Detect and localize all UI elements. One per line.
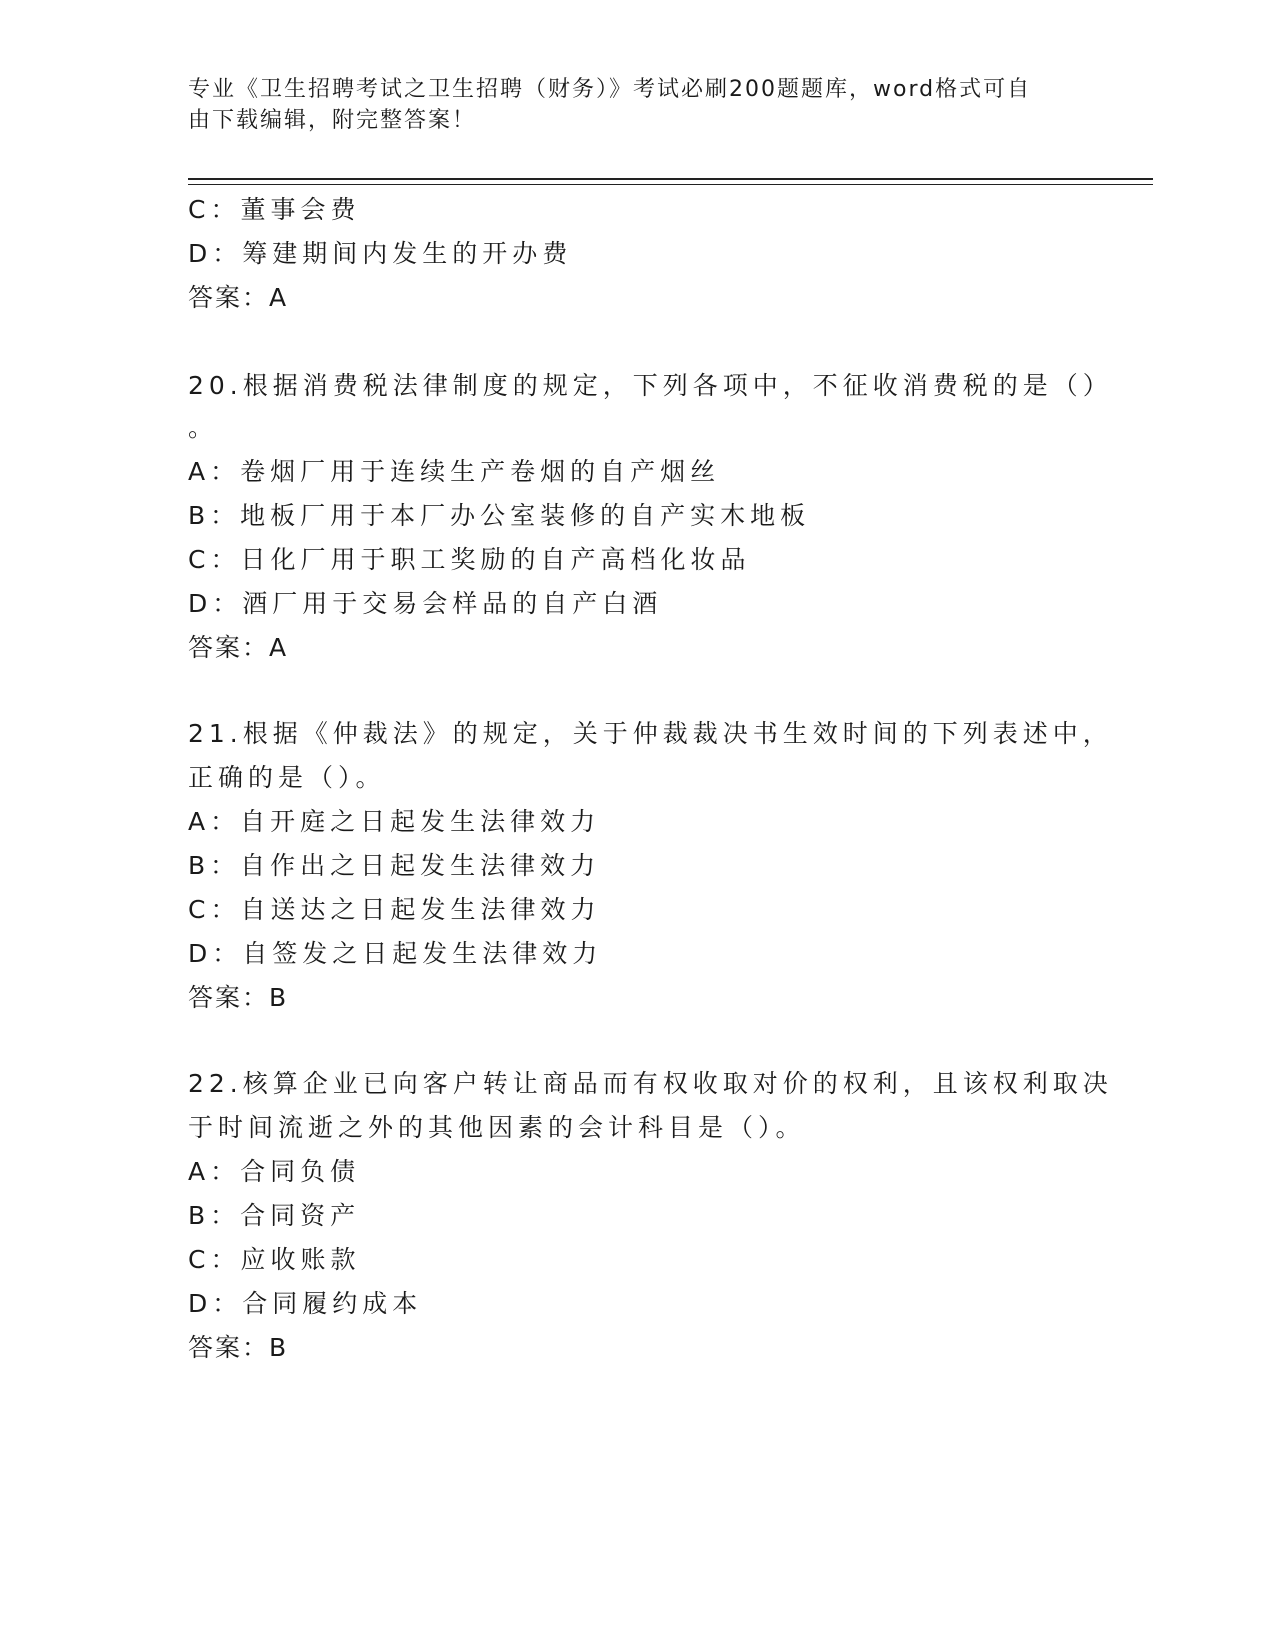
prev-answer: 答案：A (188, 283, 289, 312)
q21-option-a: A：自开庭之日起发生法律效力 (188, 807, 601, 836)
q20-stem-line-1: 20.根据消费税法律制度的规定，下列各项中，不征收消费税的是（） (188, 371, 1113, 400)
q21-stem-line-1: 21.根据《仲裁法》的规定，关于仲裁裁决书生效时间的下列表述中， (188, 719, 1113, 748)
q21-option-c: C：自送达之日起发生法律效力 (188, 895, 601, 924)
document-header (188, 74, 1088, 136)
q22-stem-line-2: 于时间流逝之外的其他因素的会计科目是（）。 (188, 1113, 806, 1142)
q22-option-d: D：合同履约成本 (188, 1289, 423, 1318)
header-divider-thick (188, 178, 1153, 180)
q20-option-a: A：卷烟厂用于连续生产卷烟的自产烟丝 (188, 457, 721, 486)
header-divider-thin (188, 184, 1153, 185)
q20-option-c: C：日化厂用于职工奖励的自产高档化妆品 (188, 545, 751, 574)
q20-option-b: B：地板厂用于本厂办公室装修的自产实木地板 (188, 501, 811, 530)
q20-option-d: D：酒厂用于交易会样品的自产白酒 (188, 589, 663, 618)
q21-option-d: D：自签发之日起发生法律效力 (188, 939, 603, 968)
q22-stem-line-1: 22.核算企业已向客户转让商品而有权收取对价的权利，且该权利取决 (188, 1069, 1113, 1098)
prev-option-c: C：董事会费 (188, 195, 361, 224)
prev-option-d: D：筹建期间内发生的开办费 (188, 239, 573, 268)
header-line-2: 由下载编辑，附完整答案！ (188, 108, 477, 133)
q22-option-a: A：合同负债 (188, 1157, 361, 1186)
q22-option-c: C：应收账款 (188, 1245, 361, 1274)
q22-option-b: B：合同资产 (188, 1201, 361, 1230)
header-line-1: 专业《卫生招聘考试之卫生招聘（财务）》考试必刷200题题库，word格式可自 (188, 77, 1032, 102)
q21-answer: 答案：B (188, 983, 289, 1012)
q20-answer: 答案：A (188, 633, 289, 662)
q21-stem-line-2: 正确的是（）。 (188, 763, 386, 792)
q22-answer: 答案：B (188, 1333, 289, 1362)
q20-stem-line-2: 。 (188, 413, 219, 442)
q21-option-b: B：自作出之日起发生法律效力 (188, 851, 601, 880)
